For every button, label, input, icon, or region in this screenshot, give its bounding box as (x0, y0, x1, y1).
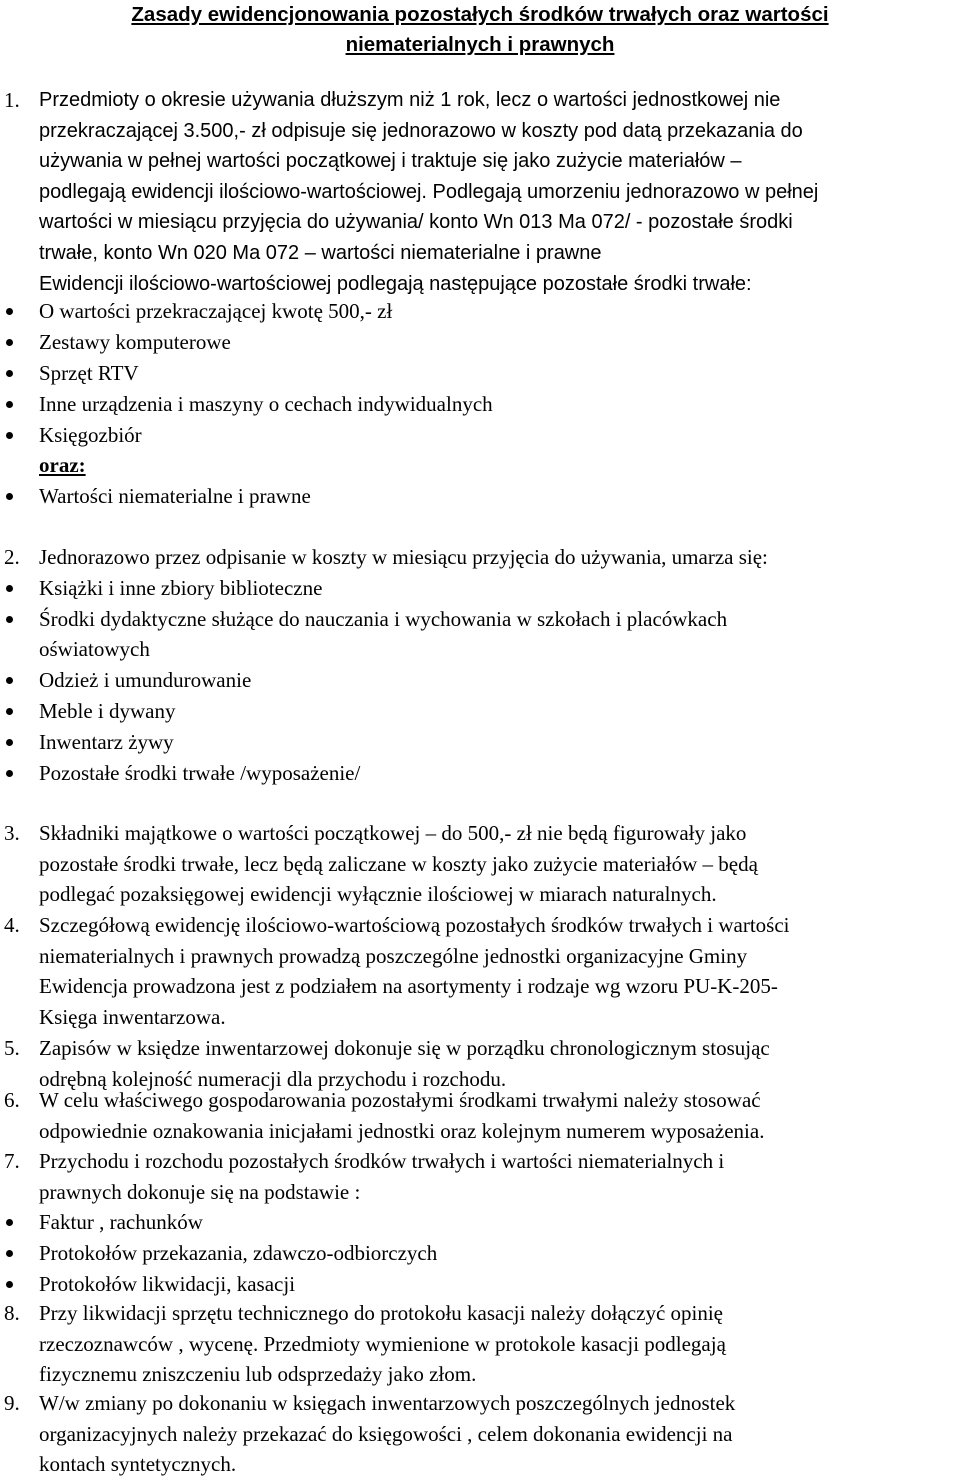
section-3-line-3: podlegać pozaksięgowej ewidencji wyłącznie ilościowej w miarach naturalnych. (39, 882, 717, 907)
list-item: Książki i inne zbiory biblioteczne (0, 573, 950, 604)
section-6 (0, 1085, 950, 1146)
section-6-line-1: W celu właściwego gospodarowania pozostałymi środkami trwałymi należy stosować (39, 1088, 761, 1112)
list-item: Wartości niematerialne i prawne (0, 481, 950, 512)
bullet-icon (6, 616, 13, 623)
section-3 (0, 818, 950, 910)
list-item: Środki dydaktyczne służące do nauczania i wychowania w szkołach i placówkach (0, 604, 950, 635)
bullet-icon (6, 339, 13, 346)
section-8-line-1: Przy likwidacji sprzętu technicznego do protokołu kasacji należy dołączyć opinię (39, 1301, 724, 1325)
section-7-line-1: Przychodu i rozchodu pozostałych środków trwałych i wartości niematerialnych i (39, 1149, 725, 1173)
section-2-text: Jednorazowo przez odpisanie w koszty w miesiącu przyjęcia do używania, umarza się: (39, 545, 768, 569)
list-item: Faktur , rachunków (0, 1207, 950, 1238)
section-2 (0, 542, 950, 573)
section-5-line-1: Zapisów w księdze inwentarzowej dokonuje się w porządku chronologicznym stosując (39, 1036, 770, 1060)
section-1-line-1: Przedmioty o okresie używania dłuższym niż 1 rok, lecz o wartości jednostkowej nie (39, 89, 781, 111)
section-4 (0, 910, 950, 1032)
section-number: 7. (4, 1149, 20, 1173)
section-4-line-2: niematerialnych i prawnych prowadzą poszczególne jednostki organizacyjne Gminy (39, 943, 748, 968)
section-6-line-2: odpowiednie oznakowania inicjałami jednostki oraz kolejnym numerem wyposażenia. (39, 1118, 765, 1143)
section-number: 3. (4, 821, 20, 845)
section-number: 6. (4, 1088, 20, 1112)
list-item: Sprzęt RTV (0, 358, 950, 389)
bullet-icon (6, 585, 13, 592)
bullet-icon (6, 308, 13, 315)
bullet-icon (6, 1219, 13, 1226)
section-number: 2. (4, 545, 20, 569)
section-number: 5. (4, 1036, 20, 1060)
section-9-line-2: organizacyjnych należy przekazać do księgowości , celem dokonania ewidencji na (39, 1421, 733, 1446)
section-9-line-3: kontach syntetycznych. (39, 1452, 237, 1477)
bullet-icon (6, 1281, 13, 1288)
section-9 (0, 1388, 950, 1480)
bullet-icon (6, 739, 13, 746)
section-1 (0, 85, 950, 299)
section-1-line-4: podlegają ewidencji ilościowo-wartościowej. Podlegają umorzeniu jednorazowo w pełnej (39, 180, 819, 203)
section-9-line-1: W/w zmiany po dokonaniu w księgach inwentarzowych poszczególnych jednostek (39, 1391, 736, 1415)
section-7-line-2: prawnych dokonuje się na podstawie : (39, 1179, 361, 1204)
list-item: Inwentarz żywy (0, 727, 950, 758)
list-item: Zestawy komputerowe (0, 327, 950, 358)
section-1-line-5: wartości w miesiącu przyjęcia do używania/ konto Wn 013 Ma 072/ - pozostałe środki (39, 211, 793, 234)
bullet-icon (6, 677, 13, 684)
section-7 (0, 1146, 950, 1207)
bullet-icon (6, 432, 13, 439)
title-line-2: niematerialnych i prawnych (345, 33, 615, 56)
section-number: 9. (4, 1391, 20, 1415)
list-item-continuation: oświatowych (39, 637, 150, 661)
section-5-line-2: odrębną kolejność numeracji dla przychodu i rozchodu. (39, 1066, 507, 1091)
section-3-line-2: pozostałe środki trwałe, lecz będą zaliczane w koszty jako zużycie materiałów – będą (39, 851, 758, 876)
section-3-line-1: Składniki majątkowe o wartości początkowej – do 500,- zł nie będą figurowały jako (39, 821, 747, 845)
list-item: Pozostałe środki trwałe /wyposażenie/ (0, 758, 950, 789)
list-item: Meble i dywany (0, 696, 950, 727)
list-item: Odzież i umundurowanie (0, 665, 950, 696)
bullet-icon (6, 770, 13, 777)
oraz-label: oraz: (39, 453, 86, 477)
section-1-line-6: trwałe, konto Wn 020 Ma 072 – wartości niematerialne i prawne (39, 241, 602, 264)
section-number: 8. (4, 1301, 20, 1325)
bullet-icon (6, 708, 13, 715)
section-1-intro: Ewidencji ilościowo-wartościowej podlegają następujące pozostałe środki trwałe: (39, 272, 752, 295)
bullet-icon (6, 370, 13, 377)
list-item: Inne urządzenia i maszyny o cechach indywidualnych (0, 389, 950, 420)
section-4-line-1: Szczegółową ewidencję ilościowo-wartościową pozostałych środków trwałych i wartości (39, 913, 790, 937)
bullet-icon (6, 493, 13, 500)
document-title (0, 0, 960, 60)
section-number: 4. (4, 913, 20, 937)
bullet-icon (6, 1250, 13, 1257)
section-4-line-3: Ewidencja prowadzona jest z podziałem na asortymenty i rodzaje wg wzoru PU-K-205- (39, 974, 778, 999)
list-item: Protokołów likwidacji, kasacji (0, 1269, 950, 1300)
title-line-1: Zasady ewidencjonowania pozostałych środków trwałych oraz wartości (131, 3, 829, 26)
list-item: Księgozbiór (0, 420, 950, 451)
section-8-line-2: rzeczoznawców , wycenę. Przedmioty wymienione w protokole kasacji podlegają (39, 1331, 726, 1356)
section-number: 1. (4, 88, 20, 112)
list-item: O wartości przekraczającej kwotę 500,- zł (0, 296, 950, 327)
bullet-icon (6, 401, 13, 408)
section-8 (0, 1298, 950, 1390)
section-1-line-3: używania w pełnej wartości początkowej i traktuje się jako zużycie materiałów – (39, 150, 742, 173)
section-1-line-2: przekraczającej 3.500,- zł odpisuje się jednorazowo w koszty pod datą przekazania do (39, 119, 803, 142)
list-item: Protokołów przekazania, zdawczo-odbiorczych (0, 1238, 950, 1269)
section-4-line-4: Księga inwentarzowa. (39, 1004, 226, 1029)
section-8-line-3: fizycznemu zniszczeniu lub odsprzedaży jako złom. (39, 1362, 477, 1387)
